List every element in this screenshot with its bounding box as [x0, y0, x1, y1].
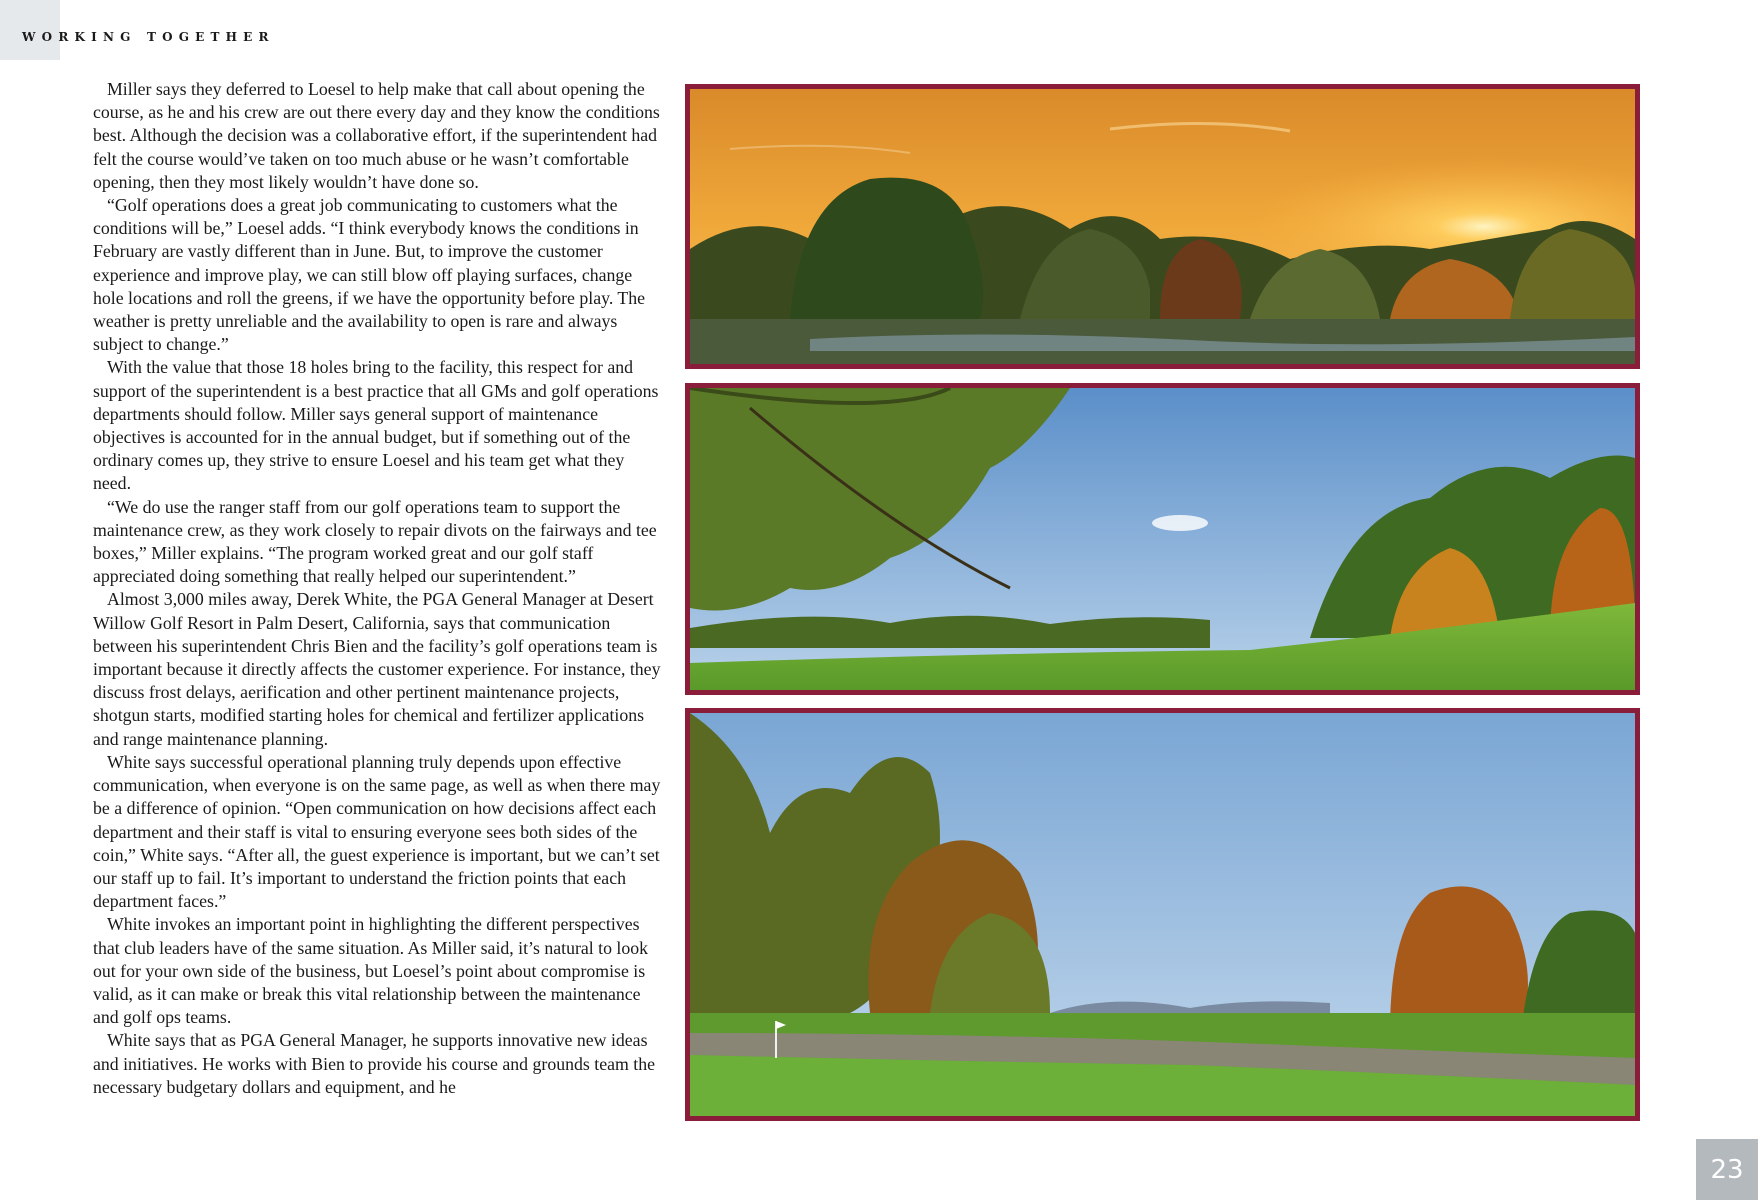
- golf-green-image: [690, 713, 1635, 1116]
- fairway-trees-photo: [685, 383, 1640, 695]
- golf-green-photo: [685, 708, 1640, 1121]
- article-paragraph: White says that as PGA General Manager, he supports innovative new ideas and initiatives. He works with Bien to provide his course and grounds team the necessary budgetary dollars and equipment, and he: [93, 1030, 655, 1097]
- section-label: WORKING TOGETHER: [22, 30, 275, 44]
- sunset-landscape-image: [690, 89, 1635, 364]
- article-paragraph: Almost 3,000 miles away, Derek White, the PGA General Manager at Desert Willow Golf Resort in Palm Desert, California, says that communication between his superintendent Chris Bien and the facility’s golf operations team is important because it directly affects the customer experience. For instance, they discuss frost delays, aerification and other pertinent maintenance projects, shotgun starts, modified starting holes for chemical and fertilizer applications and range maintenance planning.: [93, 589, 661, 749]
- article-paragraph: White invokes an important point in highlighting the different perspectives that club leaders have of the same situation. As Miller said, it’s natural to look out for your own side of the business, but Loesel’s point about compromise is valid, as it can make or break this vital relationship between the maintenance and golf ops teams.: [93, 914, 649, 1028]
- article-paragraph: Miller says they deferred to Loesel to help make that call about opening the course, as he and his crew are out there every day and they know the conditions best. Although the decision was a collaborative effort, if the superintendent had felt the course would’ve taken on too much abuse or he wasn’t comfortable opening, then they most likely wouldn’t have done so.: [93, 79, 660, 192]
- article-body: [93, 78, 663, 1099]
- article-paragraph: White says successful operational planning truly depends upon effective communication, when everyone is on the same page, as well as when there may be a difference of opinion. “Open communication on how decisions affect each department and their staff is vital to ensuring everyone sees both sides of the coin,” White says. “After all, the guest experience is important, but we can’t set our staff up to fail. It’s important to understand the friction points that each department faces.”: [93, 751, 661, 912]
- article-paragraph: “We do use the ranger staff from our golf operations team to support the maintenance crew, as they work closely to repair divots on the fairways and tee boxes,” Miller explains. “The program worked great and our golf staff appreciated doing something that really helped our superintendent.”: [93, 496, 657, 587]
- fairway-trees-image: [690, 388, 1635, 690]
- article-paragraph: “Golf operations does a great job communicating to customers what the conditions will be,” Loesel adds. “I think everybody knows the conditions in February are vastly different than in June. But, to improve the customer experience and improve play, we can still blow off playing surfaces, change hole locations and roll the greens, if we have the opportunity before play. The weather is pretty unreliable and the availability to open is rare and always subject to change.”: [93, 195, 646, 355]
- article-paragraph: With the value that those 18 holes bring to the facility, this respect for and support of the superintendent is a best practice that all GMs and golf operations departments should follow. Miller says general support of maintenance objectives is accounted for in the annual budget, but if something out of the ordinary comes up, they strive to ensure Loesel and his team get what they need.: [93, 357, 659, 494]
- sunset-landscape-photo: [685, 84, 1640, 369]
- page-number: 23: [1696, 1139, 1758, 1200]
